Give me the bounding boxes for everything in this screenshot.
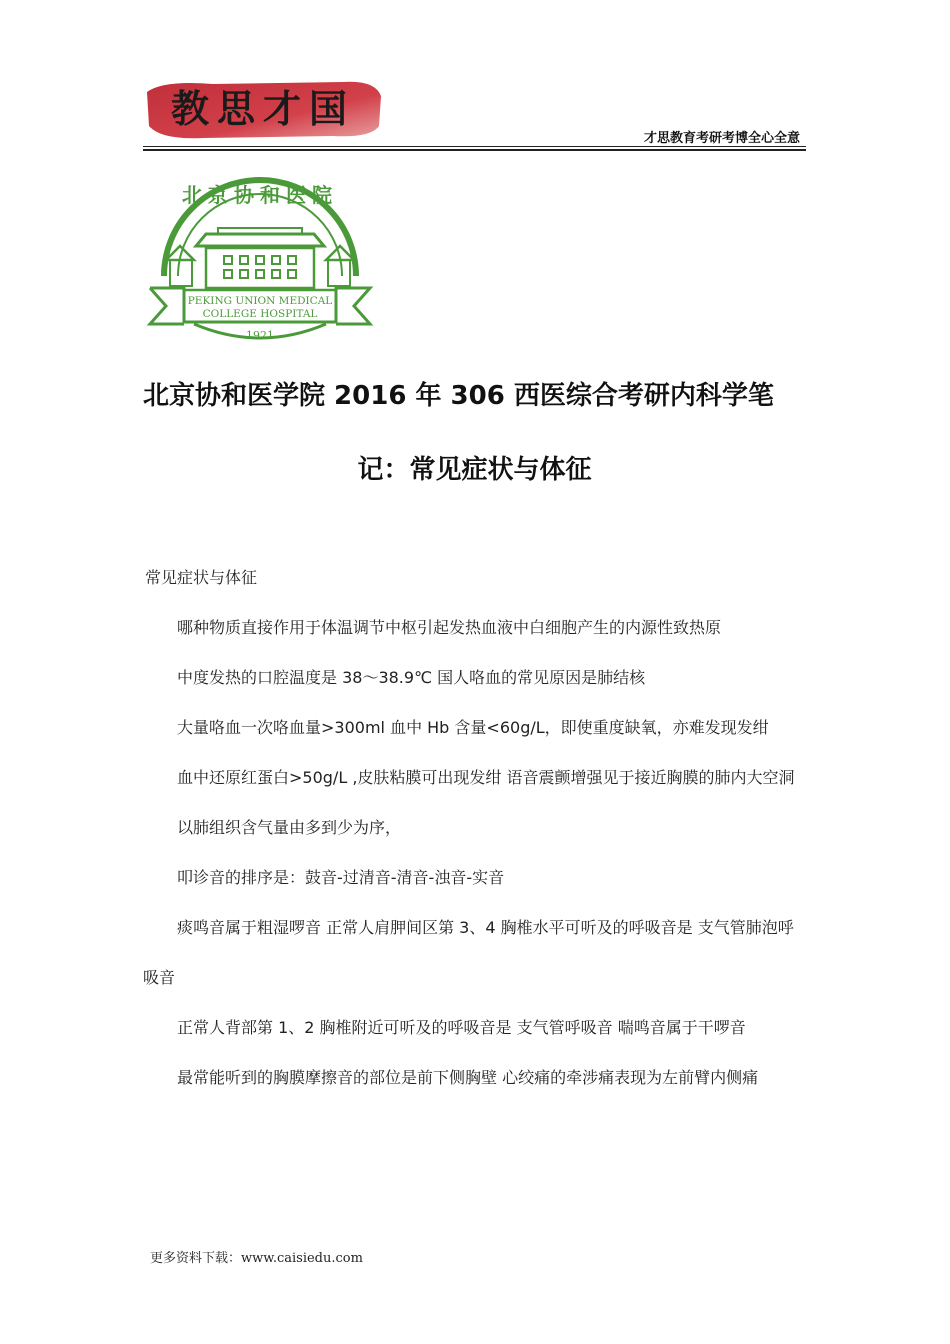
- header-divider-thick: [143, 149, 806, 151]
- body-paragraph: 叩诊音的排序是：鼓音-过清音-清音-浊音-实音: [177, 868, 505, 887]
- document-body: [143, 566, 808, 1090]
- brand-logo-text: 教思才国: [170, 86, 356, 131]
- hospital-logo-name-line1: PEKING UNION MEDICAL: [187, 295, 333, 307]
- body-paragraph: 血中还原红蛋白>50g/L ,皮肤粘膜可出现发绀 语音震颤增强见于接近胸膜的肺内大空洞: [177, 768, 795, 787]
- body-paragraph: 正常人背部第 1、2 胸椎附近可听及的呼吸音是 支气管呼吸音 喘鸣音属于干啰音: [177, 1018, 746, 1037]
- brand-logo: [143, 76, 383, 140]
- hospital-logo-arc-text: 北京协和医院: [182, 183, 338, 207]
- section-heading: 常见症状与体征: [145, 568, 258, 587]
- hospital-logo-year: 1921: [246, 329, 274, 342]
- body-paragraph: 以肺组织含气量由多到少为序，: [177, 818, 402, 837]
- document-title: [143, 372, 806, 494]
- title-line2: 记：常见症状与体征: [357, 455, 592, 485]
- body-paragraph: 中度发热的口腔温度是 38～38.9℃ 国人咯血的常见原因是肺结核: [177, 668, 646, 687]
- hospital-logo: [144, 156, 376, 348]
- title-line1: 北京协和医学院 2016 年 306 西医综合考研内科学笔: [143, 381, 774, 411]
- header-divider: [143, 146, 806, 147]
- body-paragraph: 哪种物质直接作用于体温调节中枢引起发热血液中白细胞产生的内源性致热原: [177, 618, 722, 637]
- body-paragraph: 最常能听到的胸膜摩擦音的部位是前下侧胸壁 心绞痛的牵涉痛表现为左前臂内侧痛: [177, 1068, 759, 1087]
- hospital-logo-name-line2: COLLEGE HOSPITAL: [202, 308, 318, 320]
- body-paragraph: 大量咯血一次咯血量>300ml 血中 Hb 含量<60g/L，即使重度缺氧，亦难发现发绀: [177, 718, 769, 737]
- header-tagline: 才思教育考研考博全心全意: [643, 131, 800, 146]
- body-paragraph: 痰鸣音属于粗湿啰音 正常人肩胛间区第 3、4 胸椎水平可听及的呼吸音是 支气管肺泡呼吸音: [143, 918, 794, 987]
- footer-download-link[interactable]: 更多资料下载：www.caisiedu.com: [150, 1251, 363, 1266]
